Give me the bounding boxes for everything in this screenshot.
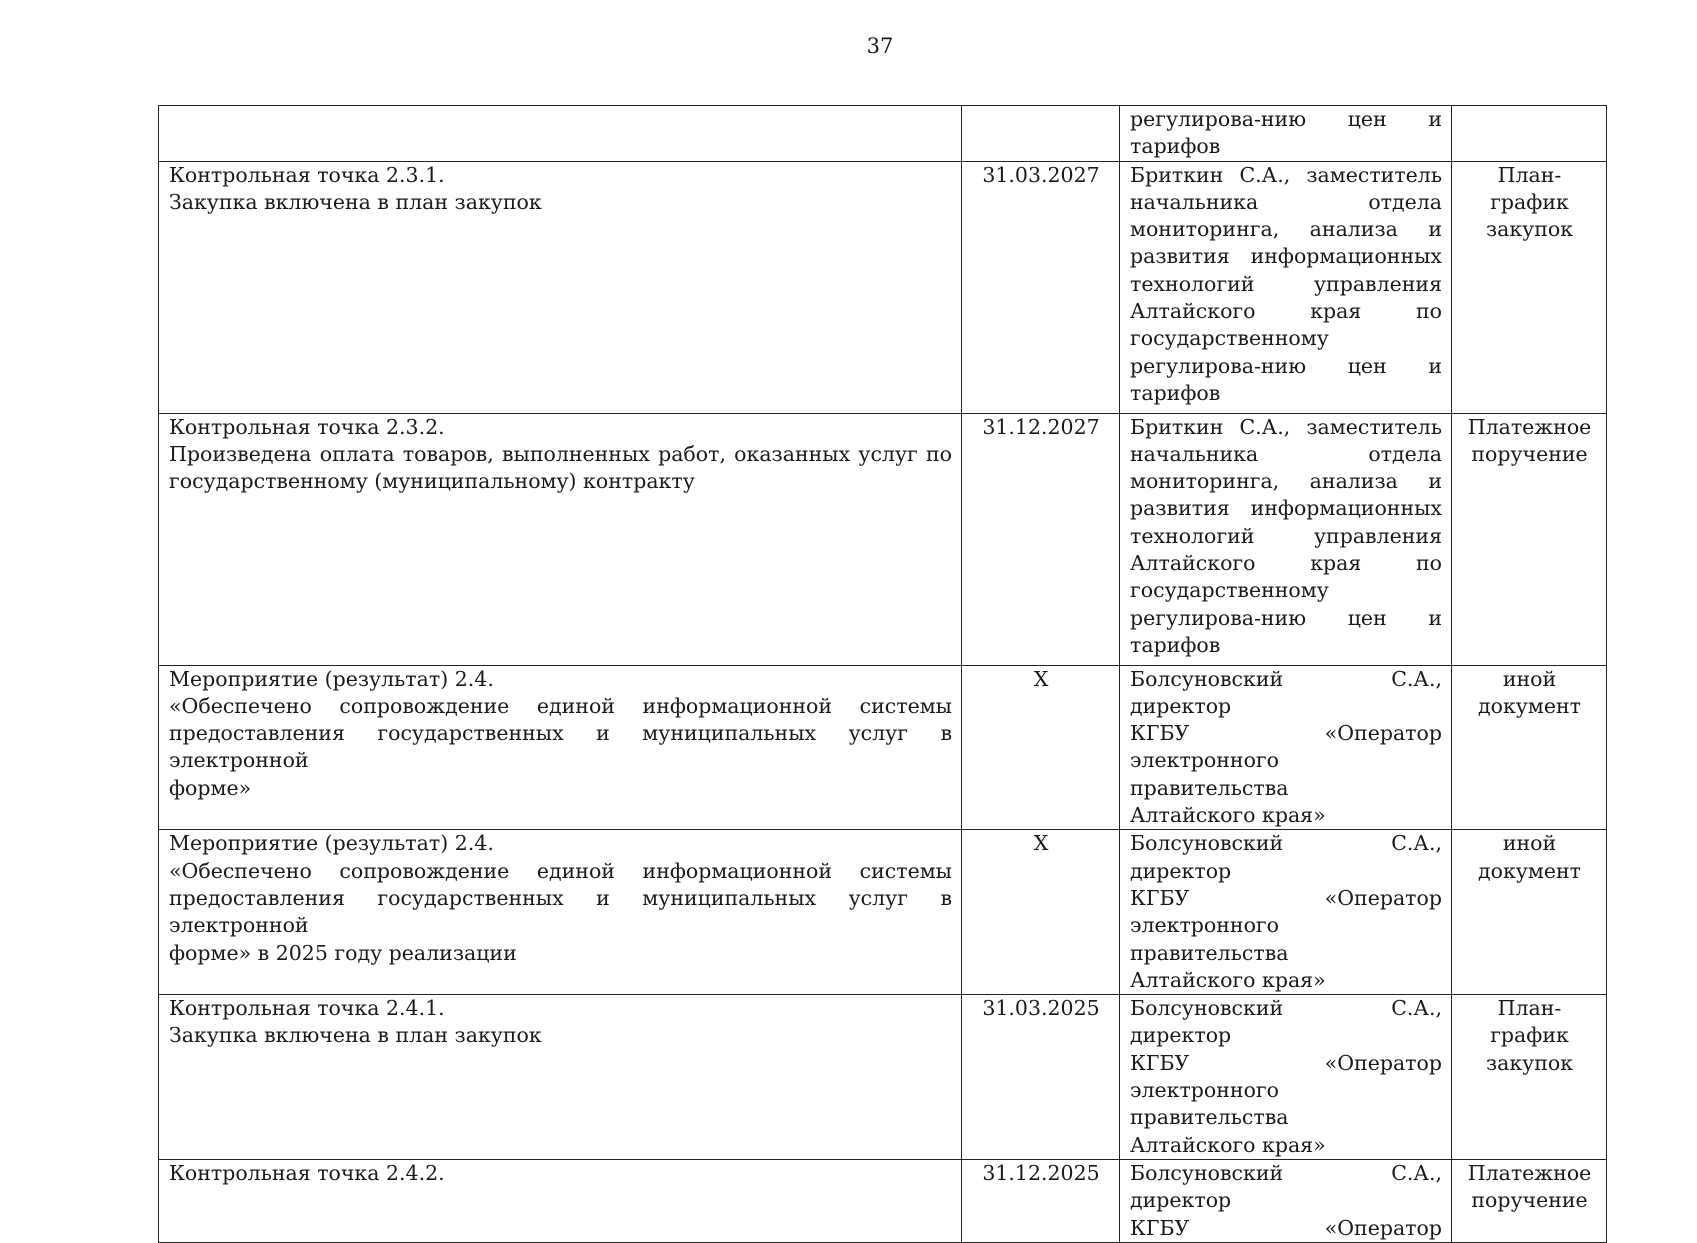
document-cell [1452,830,1607,995]
responsible-line: мониторинга, анализа и [1130,217,1442,242]
plan-table [158,105,1607,1243]
responsible-line: КГБУ «Оператор [1130,1050,1442,1075]
responsible-line: регулирова-нию цен и [1130,353,1442,378]
date-cell [962,413,1120,665]
responsible-line: тарифов [1130,632,1221,657]
responsible-line: Болсуновский С.А., директор [1130,666,1442,718]
deadline-date: 31.12.2025 [982,1160,1100,1185]
date-cell [962,995,1120,1160]
date-cell [962,106,1120,162]
document-type: иной документ [1478,831,1581,883]
event-title: Контрольная точка 2.3.1. [169,162,445,187]
event-text-line: предоставления государственных и муниципальных услуг в электронной [169,885,952,938]
responsible-line: Алтайского края» [1130,1132,1326,1157]
responsible-line: мониторинга, анализа и [1130,469,1442,494]
responsible-line: КГБУ «Оператор [1130,885,1442,910]
event-title: Мероприятие (результат) 2.4. [169,666,494,691]
event-text-line: форме» [169,775,252,800]
event-title: Мероприятие (результат) 2.4. [169,831,494,856]
responsible-line: государственному [1130,578,1329,603]
table-row [159,1159,1607,1242]
event-text-line: Закупка включена в план закупок [169,1023,542,1048]
table-row [159,413,1607,665]
document-cell [1452,161,1607,413]
plan-table-body [159,106,1607,1243]
event-text-line: «Обеспечено сопровождение единой информационной системы [169,693,952,718]
responsible-line: КГБУ «Оператор [1130,1215,1442,1240]
deadline-date: X [1033,831,1049,856]
event-text-line: форме» в 2025 году реализации [169,940,517,965]
responsible-line: Болсуновский С.А., директор [1130,1160,1442,1213]
document-type: Платежное поручение [1467,1160,1592,1213]
event-text-line: Закупка включена в план закупок [169,189,542,214]
responsible-line: технологий управления [1130,271,1442,296]
table-row [159,106,1607,162]
responsible-line: Болсуновский С.А., директор [1130,831,1442,883]
document-cell [1452,665,1607,830]
document-type: План-график закупок [1485,996,1574,1075]
responsible-line: регулирова-нию цен и [1130,107,1442,131]
responsible-line: Бриткин С.А., заместитель [1130,162,1442,187]
responsible-cell [1120,995,1452,1160]
date-cell [962,1159,1120,1242]
table-row [159,995,1607,1160]
responsible-line: технологий управления [1130,523,1442,548]
responsible-line: Алтайского края по [1130,299,1442,324]
event-cell [159,1159,962,1242]
document-cell [1452,413,1607,665]
date-cell [962,161,1120,413]
document-type: План-график закупок [1485,162,1574,242]
date-cell [962,665,1120,830]
responsible-line: развития информационных [1130,496,1442,521]
date-cell [962,830,1120,995]
document-cell [1452,995,1607,1160]
document-cell [1452,1159,1607,1242]
event-title: Контрольная точка 2.4.2. [169,1160,445,1185]
responsible-line: электронного правительства [1130,748,1289,800]
responsible-line: тарифов [1130,380,1221,405]
responsible-line: электронного правительства [1130,913,1289,965]
deadline-date: X [1033,666,1049,691]
responsible-line: начальника отдела [1130,189,1442,214]
responsible-line: Алтайского края по [1130,551,1442,576]
responsible-line: электронного правительства [1130,1078,1289,1130]
responsible-line: Бриткин С.А., заместитель [1130,414,1442,439]
deadline-date: 31.03.2025 [982,996,1100,1021]
event-text-line: государственному (муниципальному) контракту [169,469,695,494]
deadline-date: 31.03.2027 [982,162,1100,187]
event-cell [159,161,962,413]
responsible-line: регулирова-нию цен и [1130,605,1442,630]
table-row [159,665,1607,830]
responsible-line: тарифов [1130,134,1221,159]
document-type: иной документ [1478,666,1581,718]
event-cell [159,995,962,1160]
responsible-line: Алтайского края» [1130,967,1326,992]
responsible-cell [1120,106,1452,162]
event-text-line: «Обеспечено сопровождение единой информационной системы [169,858,952,883]
event-text-line: Произведена оплата товаров, выполненных работ, оказанных услуг по [169,441,952,466]
responsible-line: государственному [1130,326,1329,351]
document-cell [1452,106,1607,162]
responsible-cell [1120,830,1452,995]
event-cell [159,106,962,162]
event-cell [159,413,962,665]
event-cell [159,830,962,995]
responsible-cell [1120,161,1452,413]
event-title: Контрольная точка 2.3.2. [169,414,445,439]
responsible-line: развития информационных [1130,244,1442,269]
responsible-cell [1120,1159,1452,1242]
responsible-line: Алтайского края» [1130,803,1326,828]
responsible-cell [1120,413,1452,665]
table-row [159,161,1607,413]
responsible-line: начальника отдела [1130,441,1442,466]
event-cell [159,665,962,830]
event-text-line: предоставления государственных и муниципальных услуг в электронной [169,721,952,773]
document-type: Платежное поручение [1467,414,1592,466]
responsible-cell [1120,665,1452,830]
event-title: Контрольная точка 2.4.1. [169,996,445,1021]
page-number: 37 [866,34,894,58]
responsible-line: Болсуновский С.А., директор [1130,996,1442,1048]
table-row [159,830,1607,995]
deadline-date: 31.12.2027 [982,414,1100,439]
responsible-line: КГБУ «Оператор [1130,721,1442,746]
